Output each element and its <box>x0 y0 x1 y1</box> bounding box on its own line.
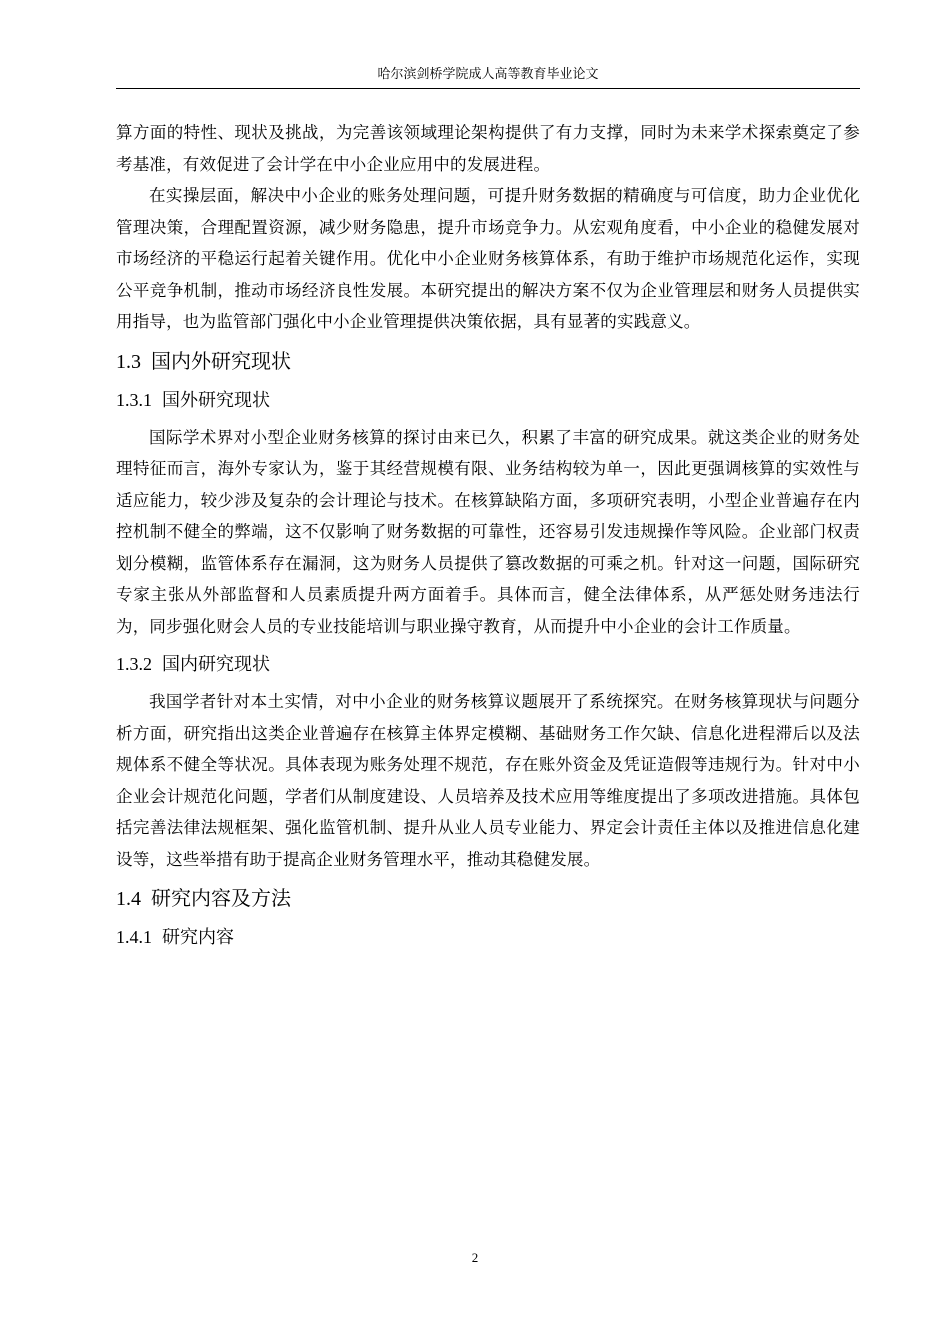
heading-1-4 <box>116 883 860 914</box>
paragraph-practical-significance: 在实操层面，解决中小企业的账务处理问题，可提升财务数据的精确度与可信度，助力企业优化管理决策，合理配置资源，减少财务隐患，提升市场竞争力。从宏观角度看，中小企业的稳健发展对市场经济的平稳运行起着关键作用。优化中小企业财务核算体系，有助于维护市场规范化运作，实现公平竞争机制，推动市场经济良性发展。本研究提出的解决方案不仅为企业管理层和财务人员提供实用指导，也为监管部门强化中小企业管理提供决策依据，具有显著的实践意义。 <box>116 186 860 331</box>
page-header: 哈尔滨剑桥学院成人高等教育毕业论文 <box>377 67 599 82</box>
page-number: 2 <box>471 1250 479 1265</box>
heading-1-3-1 <box>116 385 860 416</box>
heading-1-4-title: 研究内容及方法 <box>151 886 291 910</box>
paragraph-domestic-research: 我国学者针对本土实情，对中小企业的财务核算议题展开了系统探究。在财务核算现状与问题分析方面，研究指出这类企业普遍存在核算主体界定模糊、基础财务工作欠缺、信息化进程滞后以及法规体系不健全等状况。具体表现为账务处理不规范，存在账外资金及凭证造假等违规行为。针对中小企业会计规范化问题，学者们从制度建设、人员培养及技术应用等维度提出了多项改进措施。具体包括完善法律法规框架、强化监管机制、提升从业人员专业能力、界定会计责任主体以及推进信息化建设等，这些举措有助于提高企业财务管理水平，推动其稳健发展。 <box>116 692 860 869</box>
heading-1-3 <box>116 346 860 377</box>
heading-1-3-2-title: 国内研究现状 <box>162 654 270 675</box>
heading-1-4-number: 1.4 <box>116 888 141 910</box>
page-body <box>116 117 860 959</box>
heading-1-3-2 <box>116 649 860 680</box>
header-rule <box>116 88 860 89</box>
heading-1-4-1-number: 1.4.1 <box>116 927 152 947</box>
heading-1-4-1-title: 研究内容 <box>162 927 234 948</box>
paragraph-foreign-research: 国际学术界对小型企业财务核算的探讨由来已久，积累了丰富的研究成果。就这类企业的财务处理特征而言，海外专家认为，鉴于其经营规模有限、业务结构较为单一，因此更强调核算的实效性与适应能力，较少涉及复杂的会计理论与技术。在核算缺陷方面，多项研究表明，小型企业普遍存在内控机制不健全的弊端，这不仅影响了财务数据的可靠性，还容易引发违规操作等风险。企业部门权责划分模糊，监管体系存在漏洞，这为财务人员提供了篡改数据的可乘之机。针对这一问题，国际研究专家主张从外部监督和人员素质提升两方面着手。具体而言，健全法律体系，从严惩处财务违法行为，同步强化财会人员的专业技能培训与职业操守教育，从而提升中小企业的会计工作质量。 <box>116 427 860 636</box>
paragraph-continuation: 算方面的特性、现状及挑战，为完善该领域理论架构提供了有力支撑，同时为未来学术探索奠定了参考基准，有效促进了会计学在中小企业应用中的发展进程。 <box>116 123 860 174</box>
heading-1-3-number: 1.3 <box>116 350 141 373</box>
heading-1-3-2-number: 1.3.2 <box>116 654 152 674</box>
heading-1-3-title: 国内外研究现状 <box>151 348 291 373</box>
heading-1-4-1 <box>116 922 860 953</box>
heading-1-3-1-number: 1.3.1 <box>116 389 152 410</box>
heading-1-3-1-title: 国外研究现状 <box>162 389 270 411</box>
